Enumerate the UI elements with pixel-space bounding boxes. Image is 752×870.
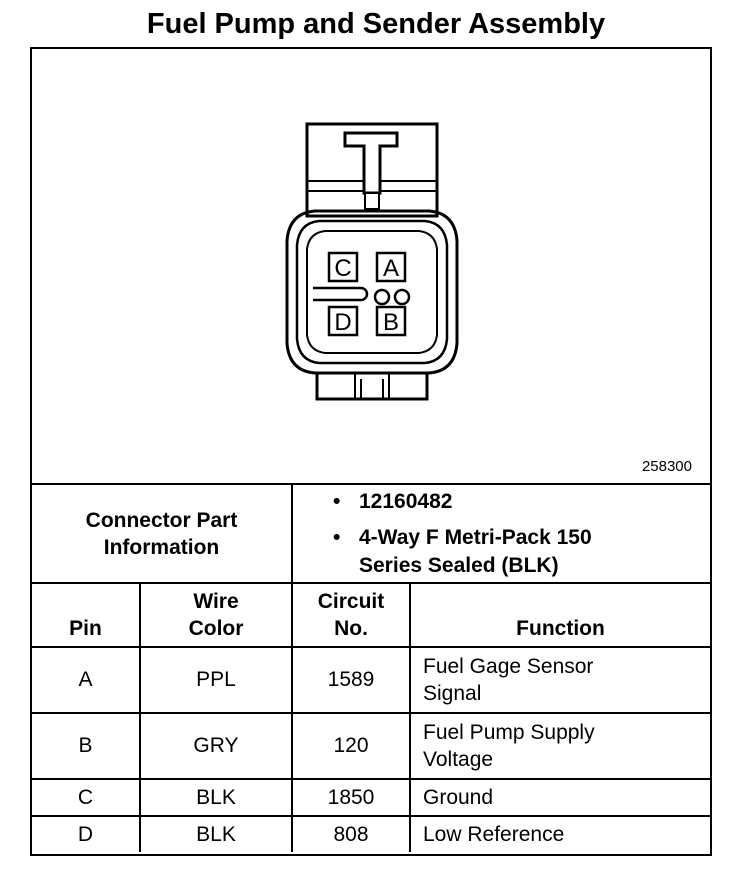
header-circuit-no — [292, 583, 410, 647]
bullet-icon: • — [333, 489, 341, 513]
header-wire-color-text: Wire Color — [188, 590, 244, 640]
pin-cell: B — [32, 713, 140, 779]
connector-info-row — [32, 485, 710, 583]
connector-info-label-cell — [32, 485, 292, 583]
header-wire-color — [140, 583, 292, 647]
page-title: Fuel Pump and Sender Assembly — [146, 8, 606, 40]
connector-info-list-cell — [292, 485, 710, 583]
circuit-cell: 1589 — [292, 647, 410, 713]
locking-tab — [345, 133, 397, 193]
header-function: Function — [410, 583, 710, 647]
header-row — [32, 583, 710, 647]
function-text: Fuel Pump Supply Voltage — [423, 721, 595, 771]
pinout-table — [32, 485, 710, 852]
circuit-cell: 1850 — [292, 779, 410, 816]
connector-face-illustration — [277, 121, 467, 421]
pin-cell: C — [32, 779, 140, 816]
connector-info-item — [333, 488, 710, 516]
pin-c-label: C — [334, 255, 352, 282]
pin-cell: A — [32, 647, 140, 713]
function-cell: Ground — [410, 779, 710, 816]
figure-id: 258300 — [641, 458, 692, 475]
wire-color-cell: BLK — [140, 779, 292, 816]
part-number: 12160482 — [359, 489, 453, 513]
pin-a-label: A — [382, 255, 400, 282]
connector-info-item — [333, 524, 710, 580]
circuit-cell: 808 — [292, 816, 410, 852]
bullet-icon: • — [333, 525, 341, 549]
function-text: Fuel Gage Sensor Signal — [423, 655, 594, 705]
function-cell — [410, 713, 710, 779]
header-circuit-no-text: Circuit No. — [317, 590, 385, 640]
pinout-frame — [30, 47, 712, 856]
wire-color-cell: GRY — [140, 713, 292, 779]
pin-b-label: B — [382, 309, 400, 336]
circuit-cell: 120 — [292, 713, 410, 779]
table-row — [32, 647, 710, 713]
pin-cell: D — [32, 816, 140, 852]
connector-drawing-area — [32, 49, 710, 485]
function-cell — [410, 647, 710, 713]
wire-color-cell: PPL — [140, 647, 292, 713]
function-cell: Low Reference — [410, 816, 710, 852]
bottom-tab — [317, 373, 427, 399]
header-pin: Pin — [32, 583, 140, 647]
connector-description: 4-Way F Metri-Pack 150 Series Sealed (BLK) — [359, 525, 592, 577]
connector-info-list — [293, 488, 710, 580]
wire-color-cell: BLK — [140, 816, 292, 852]
connector-info-label: Connector Part Information — [85, 508, 238, 559]
pin-d-label: D — [334, 309, 352, 336]
table-row — [32, 713, 710, 779]
table-row — [32, 816, 710, 852]
table-row — [32, 779, 710, 816]
